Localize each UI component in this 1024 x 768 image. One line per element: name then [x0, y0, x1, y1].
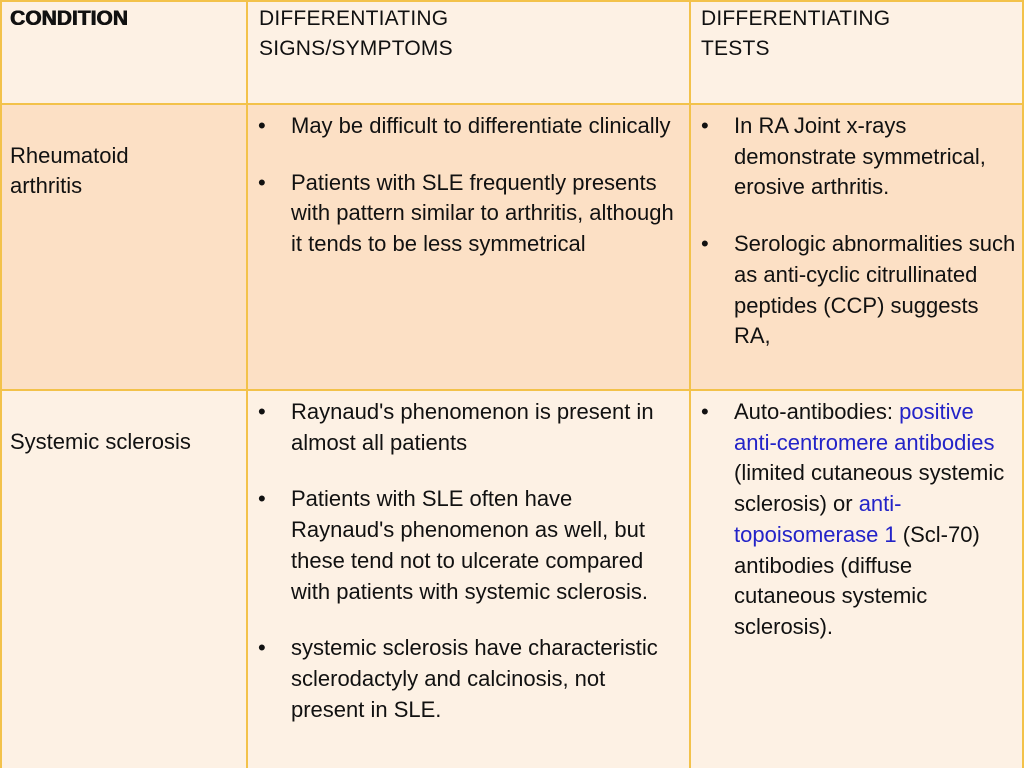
autoantibodies-prefix: Auto-antibodies: [734, 399, 900, 424]
grid-line [0, 103, 1024, 105]
list-item-text [734, 399, 1004, 639]
anti-topoisomerase-link[interactable]: anti-topoisomerase 1 [734, 491, 902, 547]
column-header-signs-symptoms: DIFFERENTIATING SIGNS/SYMPTOMS [259, 7, 453, 60]
list-item [258, 168, 678, 260]
header-cell-tests [701, 4, 1016, 64]
tests-list [701, 111, 1017, 352]
signs-list [258, 397, 678, 725]
bullet-icon: • [258, 169, 266, 195]
list-item [701, 111, 1017, 203]
bullet-icon: • [258, 635, 266, 661]
signs-cell [258, 397, 678, 725]
list-item [701, 397, 1017, 643]
list-item-text: Patients with SLE frequently presents with pattern similar to arthritis, although it tends to be less symmetrical [291, 169, 674, 257]
bullet-icon: • [701, 231, 709, 257]
condition-cell [10, 141, 240, 201]
bullet-icon: • [258, 113, 266, 138]
signs-cell [258, 111, 678, 260]
grid-line [0, 0, 2, 768]
anti-centromere-link[interactable]: positive anti-centromere antibodies [734, 399, 995, 455]
list-item [258, 111, 678, 142]
bullet-icon: • [701, 113, 709, 138]
list-item [701, 229, 1017, 352]
grid-line [0, 389, 1024, 391]
column-header-tests: DIFFERENTIATING TESTS [701, 7, 891, 60]
grid-line [0, 0, 1024, 2]
condition-name: Rheumatoid arthritis [10, 143, 129, 198]
header-cell-condition [10, 4, 240, 34]
list-item-text: Serologic abnormalities such as anti-cyclic citrullinated peptides (CCP) suggests RA, [734, 231, 1016, 349]
condition-name: Systemic sclerosis [10, 429, 191, 454]
tests-cell [701, 111, 1017, 352]
grid-line [246, 0, 248, 768]
list-item-text: Raynaud's phenomenon is present in almost all patients [291, 399, 654, 455]
condition-cell [10, 427, 240, 457]
autoantibodies-suffix: (Scl-70) antibodies (diffuse cutaneous systemic sclerosis). [734, 521, 980, 639]
list-item [258, 397, 678, 458]
list-item-text: In RA Joint x-rays demonstrate symmetrical, erosive arthritis. [734, 113, 986, 200]
bullet-icon: • [701, 399, 709, 424]
column-header-condition: CONDITION [10, 7, 128, 30]
list-item-text: Patients with SLE often have Raynaud's phenomenon as well, but these tend not to ulcerate compared with patients with systemic sclerosis. [291, 486, 648, 604]
bullet-icon: • [258, 486, 266, 512]
autoantibodies-mid: (limited cutaneous systemic sclerosis) or [734, 460, 1005, 517]
tests-cell [701, 397, 1017, 643]
signs-list [258, 111, 678, 260]
bullet-icon: • [258, 399, 266, 424]
list-item [258, 633, 678, 725]
tests-list [701, 397, 1017, 643]
list-item [258, 484, 678, 607]
header-cell-signs [259, 4, 679, 64]
list-item-text: May be difficult to differentiate clinically [291, 113, 671, 138]
list-item-text: systemic sclerosis have characteristic sclerodactyly and calcinosis, not present in SLE. [291, 635, 658, 722]
grid-line [689, 0, 691, 768]
